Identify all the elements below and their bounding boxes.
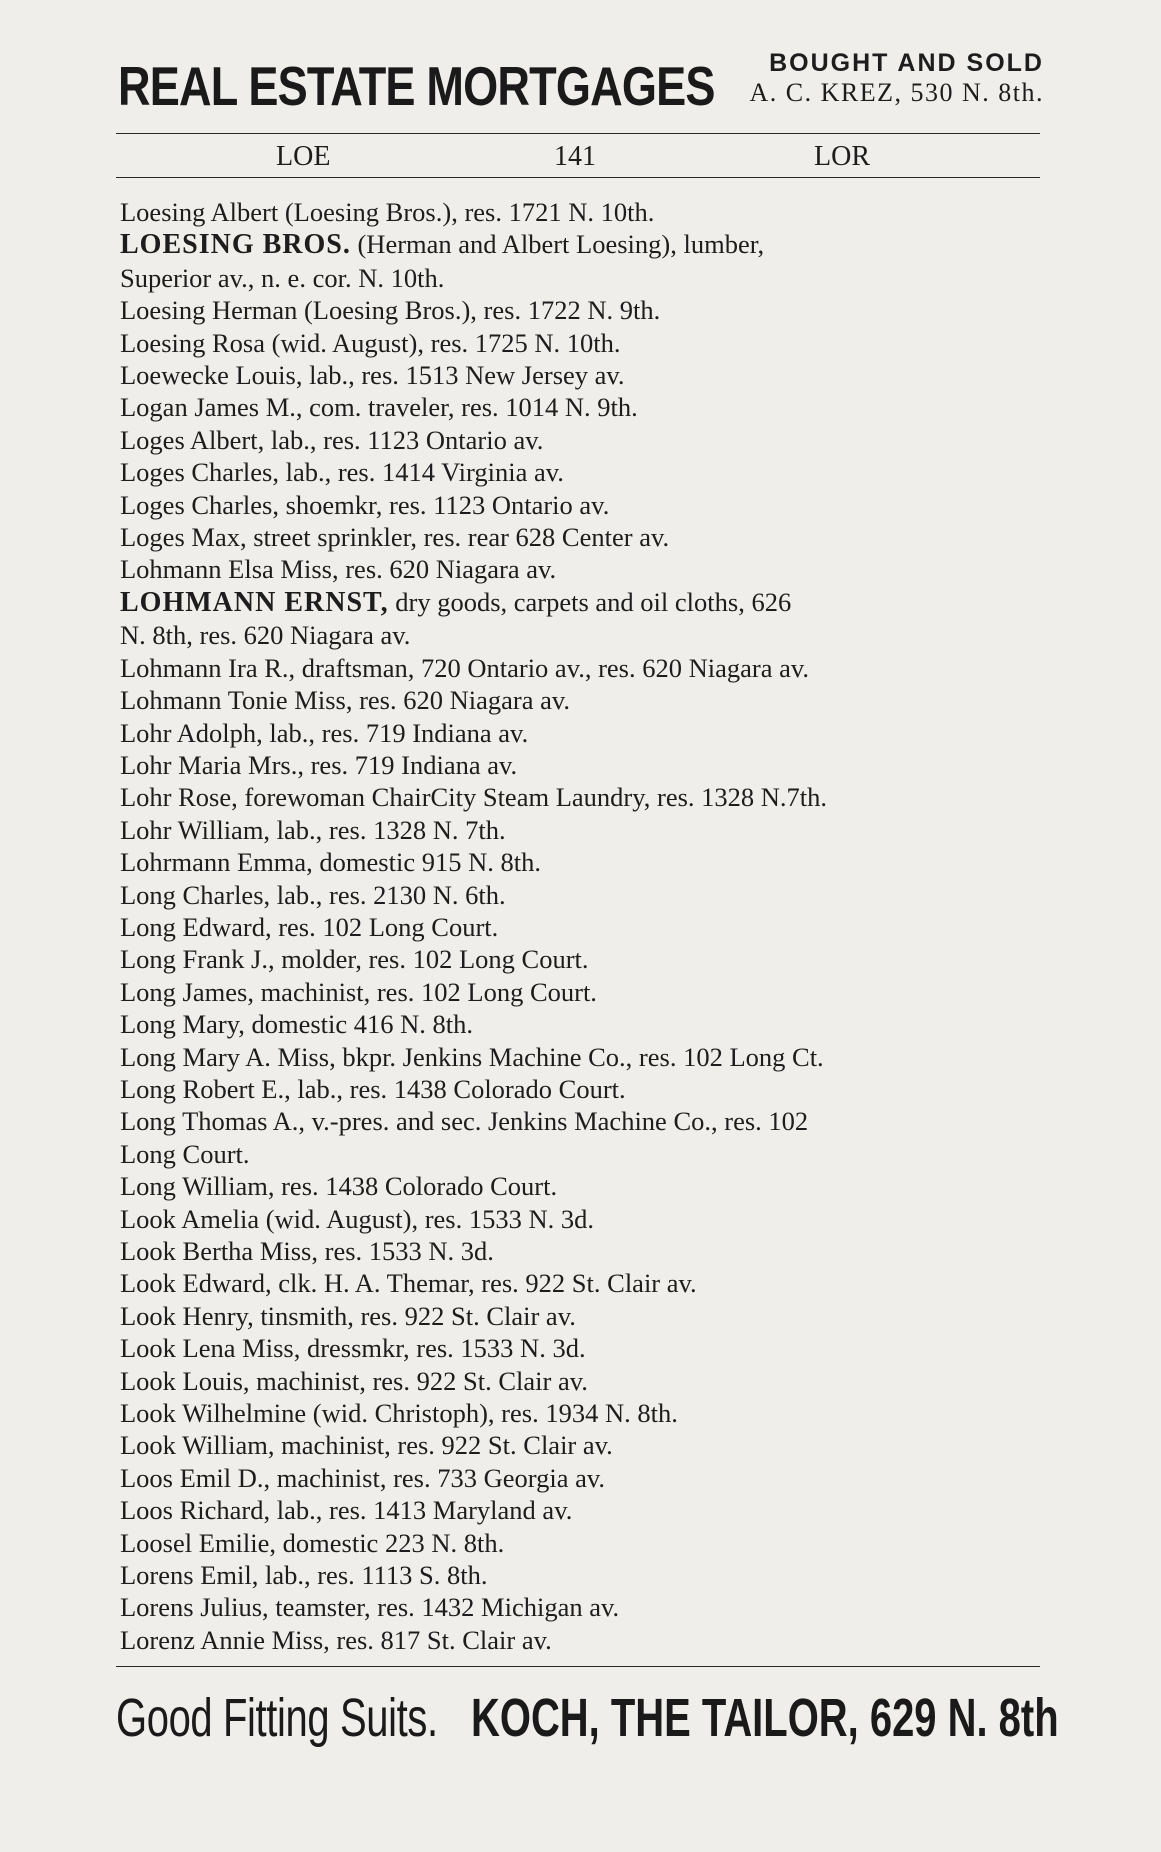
directory-entry	[120, 489, 1045, 521]
directory-entry	[120, 1073, 1045, 1105]
entry-business-name: LOESING BROS.	[120, 229, 351, 261]
directory-entry	[120, 553, 1045, 585]
footer-rule	[116, 1666, 1040, 1667]
directory-entry	[120, 976, 1045, 1008]
directory-entry	[120, 228, 1045, 294]
directory-entry	[120, 781, 1045, 813]
entry-text: Lorens Julius, teamster, res. 1432 Michigan av.	[120, 1592, 620, 1623]
entry-text: Loewecke Louis, lab., res. 1513 New Jersey av.	[120, 360, 625, 391]
directory-entry	[120, 424, 1045, 456]
top-ad-headline: REAL ESTATE MORTGAGES	[118, 55, 715, 117]
entry-continuation: Superior av., n. e. cor. N. 10th.	[120, 262, 445, 293]
directory-entry	[120, 1429, 1045, 1461]
entry-text: Loges Charles, lab., res. 1414 Virginia av.	[120, 457, 564, 488]
directory-entry	[120, 652, 1045, 684]
page-number: 141	[554, 141, 596, 172]
entry-text: (Herman and Albert Loesing), lumber,	[350, 229, 765, 260]
directory-entry	[120, 586, 1045, 652]
entry-business-name: LOHMANN ERNST,	[120, 586, 389, 618]
entry-text: Lohr Rose, forewoman ChairCity Steam Laundry, res. 1328 N.7th.	[120, 782, 828, 813]
directory-entry	[120, 943, 1045, 975]
entry-text: Look Bertha Miss, res. 1533 N. 3d.	[120, 1236, 494, 1266]
entry-text: Loosel Emilie, domestic 223 N. 8th.	[120, 1527, 505, 1558]
entry-text: dry goods, carpets and oil cloths, 626	[388, 586, 792, 617]
entry-text: Long Thomas A., v.-pres. and sec. Jenkins Machine Co., res. 102	[120, 1106, 809, 1137]
directory-entry	[120, 1008, 1045, 1040]
directory-entry	[120, 1527, 1045, 1559]
directory-entry	[120, 846, 1045, 878]
entry-text: Lohmann Tonie Miss, res. 620 Niagara av.	[120, 685, 571, 716]
entry-text: Long Mary, domestic 416 N. 8th.	[120, 1009, 474, 1040]
directory-entries	[120, 196, 1045, 1656]
entry-continuation: Long Court.	[120, 1138, 250, 1169]
directory-entry	[120, 1105, 1045, 1170]
directory-entry	[120, 749, 1045, 781]
entry-text: Logan James M., com. traveler, res. 1014 N. 9th.	[120, 392, 638, 423]
directory-entry	[120, 1365, 1045, 1397]
entry-text: Look Henry, tinsmith, res. 922 St. Clair av.	[120, 1300, 576, 1331]
directory-entry	[120, 717, 1045, 749]
directory-entry	[120, 391, 1045, 423]
entry-text: Lohrmann Emma, domestic 915 N. 8th.	[120, 847, 541, 878]
bottom-ad-right: KOCH, THE TAILOR, 629 N. 8th	[471, 1688, 1059, 1748]
entry-text: Lorens Emil, lab., res. 1113 S. 8th.	[120, 1560, 488, 1591]
directory-entry	[120, 1332, 1045, 1364]
entry-text: Look William, machinist, res. 922 St. Clair av.	[120, 1430, 613, 1461]
running-head-right: LOR	[814, 141, 870, 172]
entry-text: Long Frank J., molder, res. 102 Long Court.	[120, 944, 589, 975]
entry-text: Loges Albert, lab., res. 1123 Ontario av.	[120, 424, 544, 455]
entry-text: Loesing Herman (Loesing Bros.), res. 1722 N. 9th.	[120, 295, 661, 326]
bottom-advertisement	[116, 1688, 1059, 1748]
directory-entry	[120, 814, 1045, 846]
running-head-left: LOE	[276, 141, 331, 172]
entry-text: Lorenz Annie Miss, res. 817 St. Clair av.	[120, 1624, 552, 1655]
directory-entry	[120, 1267, 1045, 1299]
entry-text: Loges Charles, shoemkr, res. 1123 Ontario av.	[120, 489, 610, 520]
entry-text: Look Amelia (wid. August), res. 1533 N. 3d.	[120, 1203, 595, 1234]
entry-text: Look Lena Miss, dressmkr, res. 1533 N. 3d.	[120, 1333, 586, 1364]
bottom-ad-left: Good Fitting Suits.	[116, 1688, 438, 1748]
directory-entry	[120, 911, 1045, 943]
header-rule-top	[116, 133, 1040, 134]
entry-text: Lohmann Elsa Miss, res. 620 Niagara av.	[120, 554, 557, 585]
top-ad-side	[750, 48, 1045, 108]
entry-text: Long Edward, res. 102 Long Court.	[120, 911, 499, 942]
directory-entry	[120, 1235, 1045, 1267]
header-rule-bottom	[116, 177, 1040, 178]
directory-entry	[120, 456, 1045, 488]
entry-continuation: N. 8th, res. 620 Niagara av.	[120, 620, 411, 651]
entry-text: Loos Richard, lab., res. 1413 Maryland av.	[120, 1495, 573, 1526]
entry-text: Long James, machinist, res. 102 Long Court.	[120, 976, 597, 1007]
entry-text: Lohmann Ira R., draftsman, 720 Ontario av., res. 620 Niagara av.	[120, 652, 810, 683]
entry-text: Loges Max, street sprinkler, res. rear 628 Center av.	[120, 522, 670, 553]
directory-entry	[120, 1300, 1045, 1332]
directory-entry	[120, 294, 1045, 326]
directory-entry	[120, 1397, 1045, 1429]
top-ad-tagline: BOUGHT AND SOLD	[769, 49, 1044, 77]
directory-entry	[120, 1591, 1045, 1623]
entry-text: Loesing Rosa (wid. August), res. 1725 N. 10th.	[120, 327, 621, 358]
top-advertisement	[118, 48, 1044, 126]
directory-entry	[120, 1494, 1045, 1526]
directory-entry	[120, 1170, 1045, 1202]
directory-entry	[120, 1462, 1045, 1494]
directory-entry	[120, 1203, 1045, 1235]
directory-entry	[120, 196, 1045, 228]
directory-entry	[120, 327, 1045, 359]
entry-text: Long Charles, lab., res. 2130 N. 6th.	[120, 879, 506, 910]
entry-text: Look Louis, machinist, res. 922 St. Clair av.	[120, 1365, 588, 1396]
directory-entry	[120, 1624, 1045, 1656]
bottom-ad-text	[116, 1688, 1059, 1748]
entry-text: Look Edward, clk. H. A. Themar, res. 922 St. Clair av.	[120, 1268, 697, 1299]
directory-entry	[120, 684, 1045, 716]
entry-text: Long William, res. 1438 Colorado Court.	[120, 1171, 558, 1202]
entry-text: Lohr Adolph, lab., res. 719 Indiana av.	[120, 717, 529, 748]
entry-text: Long Mary A. Miss, bkpr. Jenkins Machine Co., res. 102 Long Ct.	[120, 1041, 824, 1072]
entry-text: Lohr Maria Mrs., res. 719 Indiana av.	[120, 749, 518, 780]
directory-entry	[120, 1041, 1045, 1073]
entry-text: Long Robert E., lab., res. 1438 Colorado Court.	[120, 1073, 626, 1104]
entry-text: Loesing Albert (Loesing Bros.), res. 1721 N. 10th.	[120, 197, 655, 227]
top-ad-address: A. C. KREZ, 530 N. 8th.	[749, 78, 1044, 107]
entry-text: Look Wilhelmine (wid. Christoph), res. 1934 N. 8th.	[120, 1398, 678, 1429]
directory-entry	[120, 521, 1045, 553]
running-head	[116, 138, 1040, 176]
directory-entry	[120, 1559, 1045, 1591]
entry-text: Loos Emil D., machinist, res. 733 Georgia av.	[120, 1462, 606, 1493]
directory-entry	[120, 359, 1045, 391]
directory-entry	[120, 879, 1045, 911]
entry-text: Lohr William, lab., res. 1328 N. 7th.	[120, 814, 506, 845]
